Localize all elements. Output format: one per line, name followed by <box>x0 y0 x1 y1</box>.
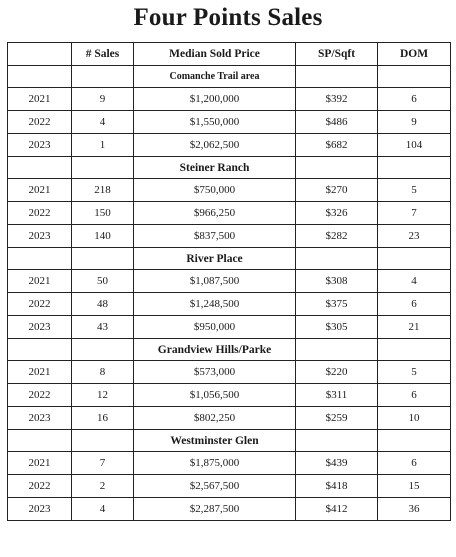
cell-year: 2022 <box>8 475 72 498</box>
cell-dom: 15 <box>378 475 451 498</box>
header-sales: # Sales <box>72 43 134 66</box>
cell-sqft: $308 <box>296 270 378 293</box>
table-row <box>8 134 451 157</box>
cell-dom: 4 <box>378 270 451 293</box>
section-empty-cell <box>8 66 72 88</box>
cell-sqft: $486 <box>296 111 378 134</box>
cell-dom: 21 <box>378 316 451 339</box>
cell-dom: 6 <box>378 293 451 316</box>
cell-price: $750,000 <box>134 179 296 202</box>
cell-sqft: $375 <box>296 293 378 316</box>
cell-sqft: $682 <box>296 134 378 157</box>
cell-price: $1,056,500 <box>134 384 296 407</box>
header-sp-sqft: SP/Sqft <box>296 43 378 66</box>
section-header-row <box>8 157 451 179</box>
sales-table <box>7 42 451 521</box>
table-row <box>8 316 451 339</box>
cell-sqft: $311 <box>296 384 378 407</box>
section-empty-cell <box>296 430 378 452</box>
section-name: Steiner Ranch <box>134 157 296 179</box>
cell-price: $950,000 <box>134 316 296 339</box>
header-median-price: Median Sold Price <box>134 43 296 66</box>
cell-sales: 9 <box>72 88 134 111</box>
section-empty-cell <box>378 430 451 452</box>
table-row <box>8 111 451 134</box>
cell-dom: 36 <box>378 498 451 521</box>
section-name: Westminster Glen <box>134 430 296 452</box>
cell-dom: 5 <box>378 361 451 384</box>
cell-year: 2023 <box>8 407 72 430</box>
cell-year: 2022 <box>8 202 72 225</box>
cell-year: 2023 <box>8 134 72 157</box>
cell-price: $573,000 <box>134 361 296 384</box>
cell-year: 2022 <box>8 384 72 407</box>
cell-sqft: $418 <box>296 475 378 498</box>
cell-year: 2022 <box>8 293 72 316</box>
cell-price: $1,248,500 <box>134 293 296 316</box>
header-row <box>8 43 451 66</box>
section-empty-cell <box>378 157 451 179</box>
page-title: Four Points Sales <box>133 4 323 31</box>
cell-price: $1,200,000 <box>134 88 296 111</box>
cell-price: $966,250 <box>134 202 296 225</box>
cell-sqft: $282 <box>296 225 378 248</box>
table-row <box>8 475 451 498</box>
section-name: Comanche Trail area <box>134 66 296 88</box>
section-empty-cell <box>8 339 72 361</box>
cell-price: $2,062,500 <box>134 134 296 157</box>
section-empty-cell <box>296 248 378 270</box>
section-header-row <box>8 248 451 270</box>
section-name: Grandview Hills/Parke <box>134 339 296 361</box>
cell-sales: 1 <box>72 134 134 157</box>
header-year <box>8 43 72 66</box>
cell-dom: 104 <box>378 134 451 157</box>
cell-year: 2021 <box>8 452 72 475</box>
section-empty-cell <box>8 430 72 452</box>
cell-sales: 150 <box>72 202 134 225</box>
cell-dom: 7 <box>378 202 451 225</box>
cell-year: 2021 <box>8 88 72 111</box>
cell-dom: 23 <box>378 225 451 248</box>
cell-dom: 6 <box>378 88 451 111</box>
cell-dom: 10 <box>378 407 451 430</box>
section-empty-cell <box>72 66 134 88</box>
section-empty-cell <box>72 157 134 179</box>
section-empty-cell <box>296 157 378 179</box>
table-header <box>8 43 451 66</box>
cell-year: 2021 <box>8 179 72 202</box>
cell-year: 2022 <box>8 111 72 134</box>
section-header-row <box>8 66 451 88</box>
section-empty-cell <box>72 430 134 452</box>
cell-sqft: $326 <box>296 202 378 225</box>
table-row <box>8 225 451 248</box>
section-empty-cell <box>72 248 134 270</box>
cell-price: $1,875,000 <box>134 452 296 475</box>
cell-price: $1,550,000 <box>134 111 296 134</box>
cell-sales: 8 <box>72 361 134 384</box>
cell-price: $837,500 <box>134 225 296 248</box>
cell-sales: 2 <box>72 475 134 498</box>
cell-dom: 6 <box>378 452 451 475</box>
cell-sqft: $439 <box>296 452 378 475</box>
cell-price: $802,250 <box>134 407 296 430</box>
section-empty-cell <box>72 339 134 361</box>
cell-sqft: $412 <box>296 498 378 521</box>
section-empty-cell <box>378 248 451 270</box>
cell-price: $1,087,500 <box>134 270 296 293</box>
section-empty-cell <box>378 339 451 361</box>
section-empty-cell <box>8 157 72 179</box>
table-row <box>8 202 451 225</box>
cell-sqft: $392 <box>296 88 378 111</box>
cell-dom: 6 <box>378 384 451 407</box>
cell-sales: 12 <box>72 384 134 407</box>
cell-year: 2023 <box>8 225 72 248</box>
cell-sales: 218 <box>72 179 134 202</box>
cell-sqft: $220 <box>296 361 378 384</box>
section-header-row <box>8 430 451 452</box>
cell-sales: 43 <box>72 316 134 339</box>
table-row <box>8 293 451 316</box>
table-row <box>8 407 451 430</box>
cell-sales: 48 <box>72 293 134 316</box>
cell-sales: 7 <box>72 452 134 475</box>
cell-sqft: $270 <box>296 179 378 202</box>
table-row <box>8 384 451 407</box>
table-row <box>8 361 451 384</box>
cell-dom: 5 <box>378 179 451 202</box>
cell-year: 2023 <box>8 316 72 339</box>
table-row <box>8 179 451 202</box>
cell-year: 2023 <box>8 498 72 521</box>
cell-year: 2021 <box>8 270 72 293</box>
table-row <box>8 270 451 293</box>
section-header-row <box>8 339 451 361</box>
cell-sales: 16 <box>72 407 134 430</box>
cell-sqft: $305 <box>296 316 378 339</box>
table-row <box>8 498 451 521</box>
cell-price: $2,567,500 <box>134 475 296 498</box>
cell-sales: 50 <box>72 270 134 293</box>
cell-year: 2021 <box>8 361 72 384</box>
section-empty-cell <box>296 66 378 88</box>
cell-sales: 4 <box>72 111 134 134</box>
table-row <box>8 452 451 475</box>
cell-price: $2,287,500 <box>134 498 296 521</box>
section-empty-cell <box>378 66 451 88</box>
header-dom: DOM <box>378 43 451 66</box>
table-row <box>8 88 451 111</box>
cell-sales: 140 <box>72 225 134 248</box>
section-name: River Place <box>134 248 296 270</box>
cell-dom: 9 <box>378 111 451 134</box>
cell-sqft: $259 <box>296 407 378 430</box>
section-empty-cell <box>296 339 378 361</box>
cell-sales: 4 <box>72 498 134 521</box>
table-body <box>8 66 451 521</box>
section-empty-cell <box>8 248 72 270</box>
